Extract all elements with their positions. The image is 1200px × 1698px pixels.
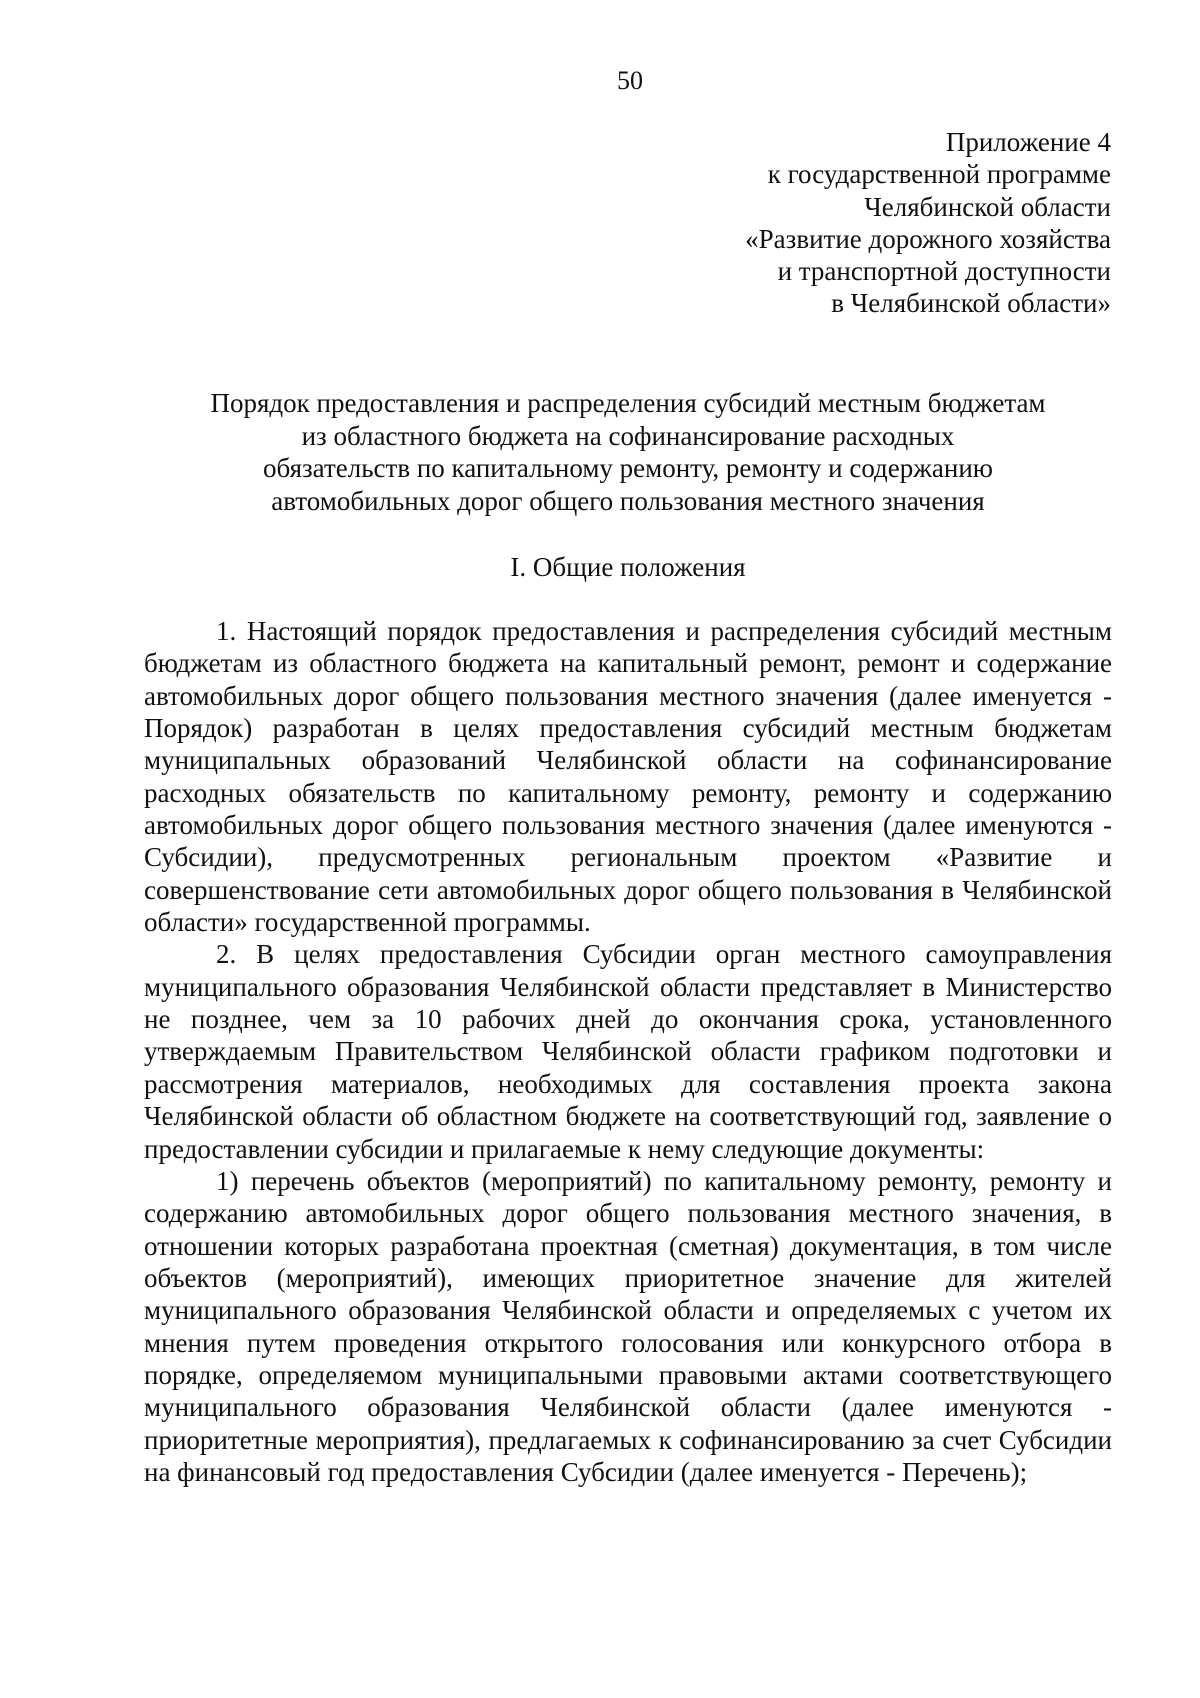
title-line: обязательств по капитальному ремонту, ремонту и содержанию [263,453,993,483]
paragraph: 1. Настоящий порядок предоставления и распределения субсидий местным бюджетам из областного бюджета на капитальный ремонт, ремонт и содержание автомобильных дорог общего пользования местного значения (далее именуется - Порядок) разработан в целях предоставления субсидий местным бюджетам муниципальных образований Челябинской области на софинансирование расходных обязательств по капитальному ремонту, ремонту и содержанию автомобильных дорог общего пользования местного значения (далее именуются - Субсидии), предусмотренных региональным проектом «Развитие и совершенствование сети автомобильных дорог общего пользования в Челябинской области» государственной программы. [144,616,1112,938]
appendix-line: в Челябинской области» [831,288,1111,319]
appendix-line: к государственной программе [767,159,1111,190]
body-text [144,615,1112,1488]
document-title [145,387,1111,517]
appendix-line: Челябинской области [864,191,1111,222]
appendix-line: и транспортной доступности [777,256,1111,287]
title-line: Порядок предоставления и распределения субсидий местным бюджетам [210,388,1046,418]
appendix-note [411,126,1111,320]
paragraph: 2. В целях предоставления Субсидии орган местного самоуправления муниципального образования Челябинской области представляет в Министерство не позднее, чем за 10 рабочих дней до окончания срока, установленного утверждаемым Правительством Челябинской области графиком подготовки и рассмотрения материалов, необходимых для составления проекта закона Челябинской области об областном бюджете на соответствующий год, заявление о предоставлении субсидии и прилагаемые к нему следующие документы: [144,939,1112,1164]
section-heading: I. Общие положения [510,552,746,582]
appendix-line: «Развитие дорожного хозяйства [745,223,1111,254]
title-line: автомобильных дорог общего пользования местного значения [271,485,985,516]
title-line: из областного бюджета на софинансирование расходных [301,420,955,451]
paragraph: 1) перечень объектов (мероприятий) по капитальному ремонту, ремонту и содержанию автомобильных дорог общего пользования местного значения, в отношении которых разработана проектная (сметная) документация, в том числе объектов (мероприятий), имеющих приоритетное значение для жителей муниципального образования Челябинской области и определяемых с учетом их мнения путем проведения открытого голосования или конкурсного отбора в порядке, определяемом муниципальными правовыми актами соответствующего муниципального образования Челябинской области (далее именуются - приоритетные мероприятия), предлагаемых к софинансированию за счет Субсидии на финансовый год предоставления Субсидии (далее именуется - Перечень); [144,1165,1112,1487]
page-number: 50 [617,66,643,95]
appendix-line: Приложение 4 [945,127,1111,157]
